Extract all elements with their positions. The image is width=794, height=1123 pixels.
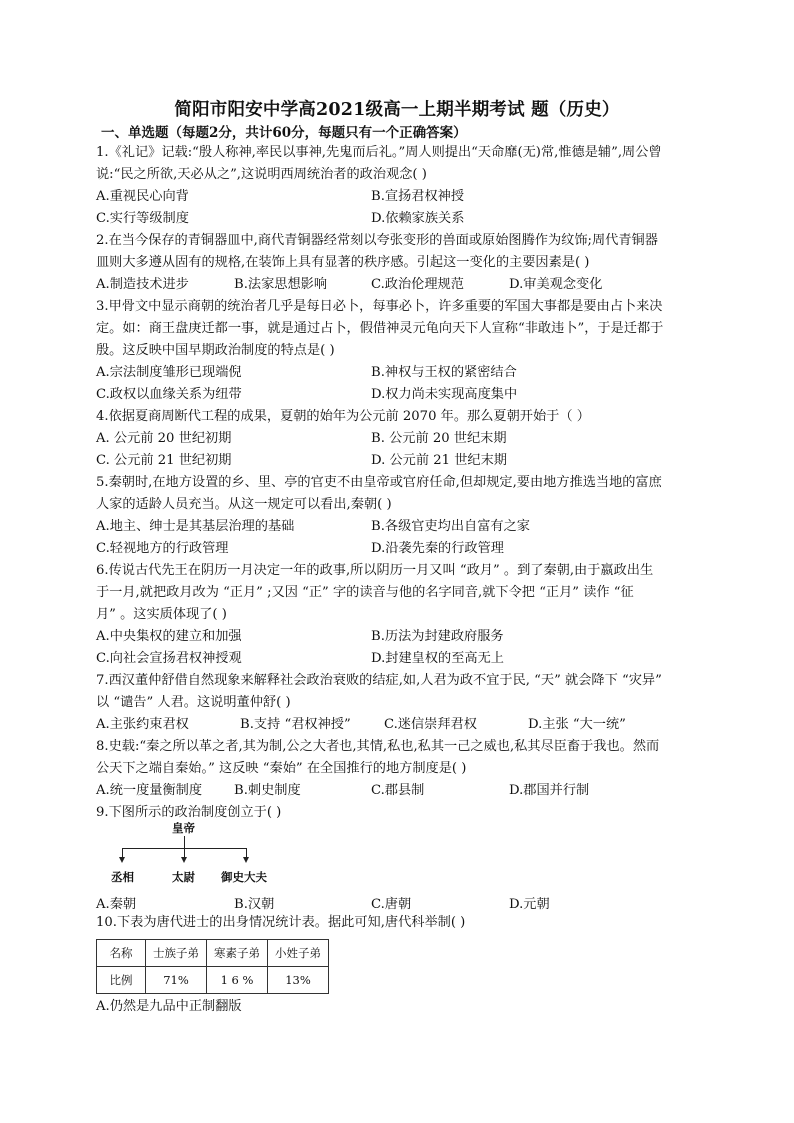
question-4-option-b: B. 公元前 20 世纪末期 — [371, 431, 507, 446]
question-3-line-1: 3.甲骨文中显示商朝的统治者几乎是每日必卜，每事必卜，许多重要的军国大事都是要由占卜来决 — [96, 299, 663, 314]
question-5-line-2: 人家的适龄人员充当。从这一规定可以看出,秦朝( ) — [96, 497, 392, 512]
table-header-row — [97, 940, 329, 967]
question-6-option-a: A.中央集权的建立和加强 — [96, 629, 242, 644]
question-9-option-c: C.唐朝 — [371, 897, 412, 912]
table-cell: 71% — [146, 967, 207, 994]
question-6-option-c: C.向社会宣扬君权神授观 — [96, 651, 242, 666]
question-7-option-d: D.主张 “大一统” — [528, 717, 626, 732]
question-3-line-3: 殷。这反映中国早期政治制度的特点是( ) — [96, 343, 335, 358]
question-2-line-2: 皿则大多遵从固有的规格,在装饰上具有显著的秩序感。引起这一变化的主要因素是( ) — [96, 255, 590, 270]
table-cell: 13% — [268, 967, 329, 994]
question-2-option-b: B.法家思想影响 — [234, 277, 328, 292]
question-9-option-d: D.元朝 — [509, 897, 550, 912]
table-header-cell: 士族子弟 — [146, 940, 207, 967]
org-chart-branch-2 — [184, 836, 185, 858]
question-8-line-2: 公天下之端自秦始。” 这反映 “秦始” 在全国推行的地方制度是( ) — [96, 761, 467, 776]
exam-title: 简阳市阳安中学高2021级高一上期半期考试 题（历史） — [174, 100, 620, 120]
question-8-line-1: 8.史载:“秦之所以革之者,其为制,公之大者也,其情,私也,私其一己之威也,私其尽臣畜于我也。然而 — [96, 739, 660, 754]
question-7-line-2: 以 “谴告” 人君。这说明董仲舒( ) — [96, 695, 291, 710]
question-9-line-1: 9.下图所示的政治制度创立于( ) — [96, 805, 282, 820]
question-5-option-d: D.沿袭先秦的行政管理 — [371, 541, 504, 556]
question-4-option-a: A. 公元前 20 世纪初期 — [96, 431, 232, 446]
table-row — [97, 967, 329, 994]
table-header-cell: 名称 — [97, 940, 146, 967]
question-3-option-b: B.神权与王权的紧密结合 — [371, 365, 517, 380]
question-2-option-d: D.审美观念变化 — [509, 277, 603, 292]
question-10-line-1: 10.下表为唐代进士的出身情况统计表。据此可知,唐代科举制( ) — [96, 915, 466, 930]
table-cell: 比例 — [97, 967, 146, 994]
question-8-option-c: C.郡县制 — [371, 783, 425, 798]
question-3-line-2: 定。如：商王盘庚迁都一事，就是通过占卜，假借神灵元龟向天下人宣称“非敢违卜”，于是迁都于 — [96, 321, 664, 336]
table-header-cell: 小姓子弟 — [268, 940, 329, 967]
question-6-line-1: 6.传说古代先王在阴历一月决定一年的政事,所以阴历一月又叫 “政月” 。到了秦朝,由于嬴政出生 — [96, 563, 654, 578]
table-header-cell: 寒素子弟 — [207, 940, 268, 967]
question-6-line-2: 于一月,就把政月改为 “正月” ;又因 “正” 字的读音与他的名字同音,就下令把 “正月” 读作 “征 — [96, 585, 634, 600]
question-7-option-b: B.支持 “君权神授” — [240, 717, 351, 732]
question-7-option-a: A.主张约束君权 — [96, 717, 189, 732]
arrow-down-icon — [181, 857, 187, 863]
question-1-option-b: B.宣扬君权神授 — [371, 189, 465, 204]
question-5-option-c: C.轻视地方的行政管理 — [96, 541, 229, 556]
question-6-option-b: B.历法为封建政府服务 — [371, 629, 504, 644]
question-3-option-c: C.政权以血缘关系为纽带 — [96, 387, 242, 402]
question-2-line-1: 2.在当今保存的青铜器皿中,商代青铜器经常刻以夸张变形的兽面或原始图腾作为纹饰;周代青铜器 — [96, 233, 658, 248]
section-heading: 一、单选题（每题2分，共计60分，每题只有一个正确答案） — [101, 125, 467, 141]
question-5-option-a: A.地主、绅士是其基层治理的基础 — [96, 519, 295, 534]
org-chart-child-1: 丞相 — [111, 870, 134, 884]
question-1-line-2: 说:“民之所欲,天必从之”,这说明西周统治者的政治观念( ) — [96, 167, 427, 182]
question-3-option-d: D.权力尚未实现高度集中 — [371, 387, 518, 402]
stats-table — [96, 939, 329, 994]
question-7-line-1: 7.西汉董仲舒借自然现象来解释社会政治衰败的结症,如,人君为政不宜于民, “天” 就会降下 “灾异” — [96, 673, 662, 688]
question-5-option-b: B.各级官吏均出自富有之家 — [371, 519, 530, 534]
question-8-option-b: B.刺史制度 — [234, 783, 301, 798]
question-8-option-d: D.郡国并行制 — [509, 783, 590, 798]
question-8-option-a: A.统一度量衡制度 — [96, 783, 203, 798]
question-1-option-c: C.实行等级制度 — [96, 211, 189, 226]
question-9-option-a: A.秦朝 — [96, 897, 137, 912]
arrow-down-icon — [119, 857, 125, 863]
question-10-option-a: A.仍然是九品中正制翻版 — [96, 999, 242, 1014]
table-cell: 1 6 % — [207, 967, 268, 994]
question-7-option-c: C.迷信崇拜君权 — [384, 717, 477, 732]
question-2-option-a: A.制造技术进步 — [96, 277, 189, 292]
question-9-option-b: B.汉朝 — [234, 897, 275, 912]
question-6-option-d: D.封建皇权的至高无上 — [371, 651, 504, 666]
question-3-option-a: A.宗法制度雏形已现端倪 — [96, 365, 242, 380]
org-chart-top: 皇帝 — [172, 821, 195, 835]
org-chart-child-2: 太尉 — [172, 870, 195, 884]
question-4-option-d: D. 公元前 21 世纪末期 — [371, 453, 507, 468]
question-1-option-a: A.重视民心向背 — [96, 189, 189, 204]
question-1-line-1: 1.《礼记》记载:“殷人称神,率民以事神,先鬼而后礼。”周人则提出“天命靡(无)常,惟德是辅”,周公曾 — [96, 145, 662, 160]
question-6-line-3: 月” 。这实质体现了( ) — [96, 607, 227, 622]
question-1-option-d: D.依赖家族关系 — [371, 211, 465, 226]
org-chart-child-3: 御史大夫 — [221, 870, 267, 884]
question-2-option-c: C.政治伦理规范 — [371, 277, 464, 292]
question-5-line-1: 5.秦朝时,在地方设置的乡、里、亭的官吏不由皇帝或官府任命,但却规定,要由地方推选当地的富庶 — [96, 475, 662, 490]
arrow-down-icon — [243, 857, 249, 863]
question-4-option-c: C. 公元前 21 世纪初期 — [96, 453, 232, 468]
question-4-line-1: 4.依据夏商周断代工程的成果，夏朝的始年为公元前 2070 年。那么夏朝开始于（ ） — [96, 409, 590, 424]
